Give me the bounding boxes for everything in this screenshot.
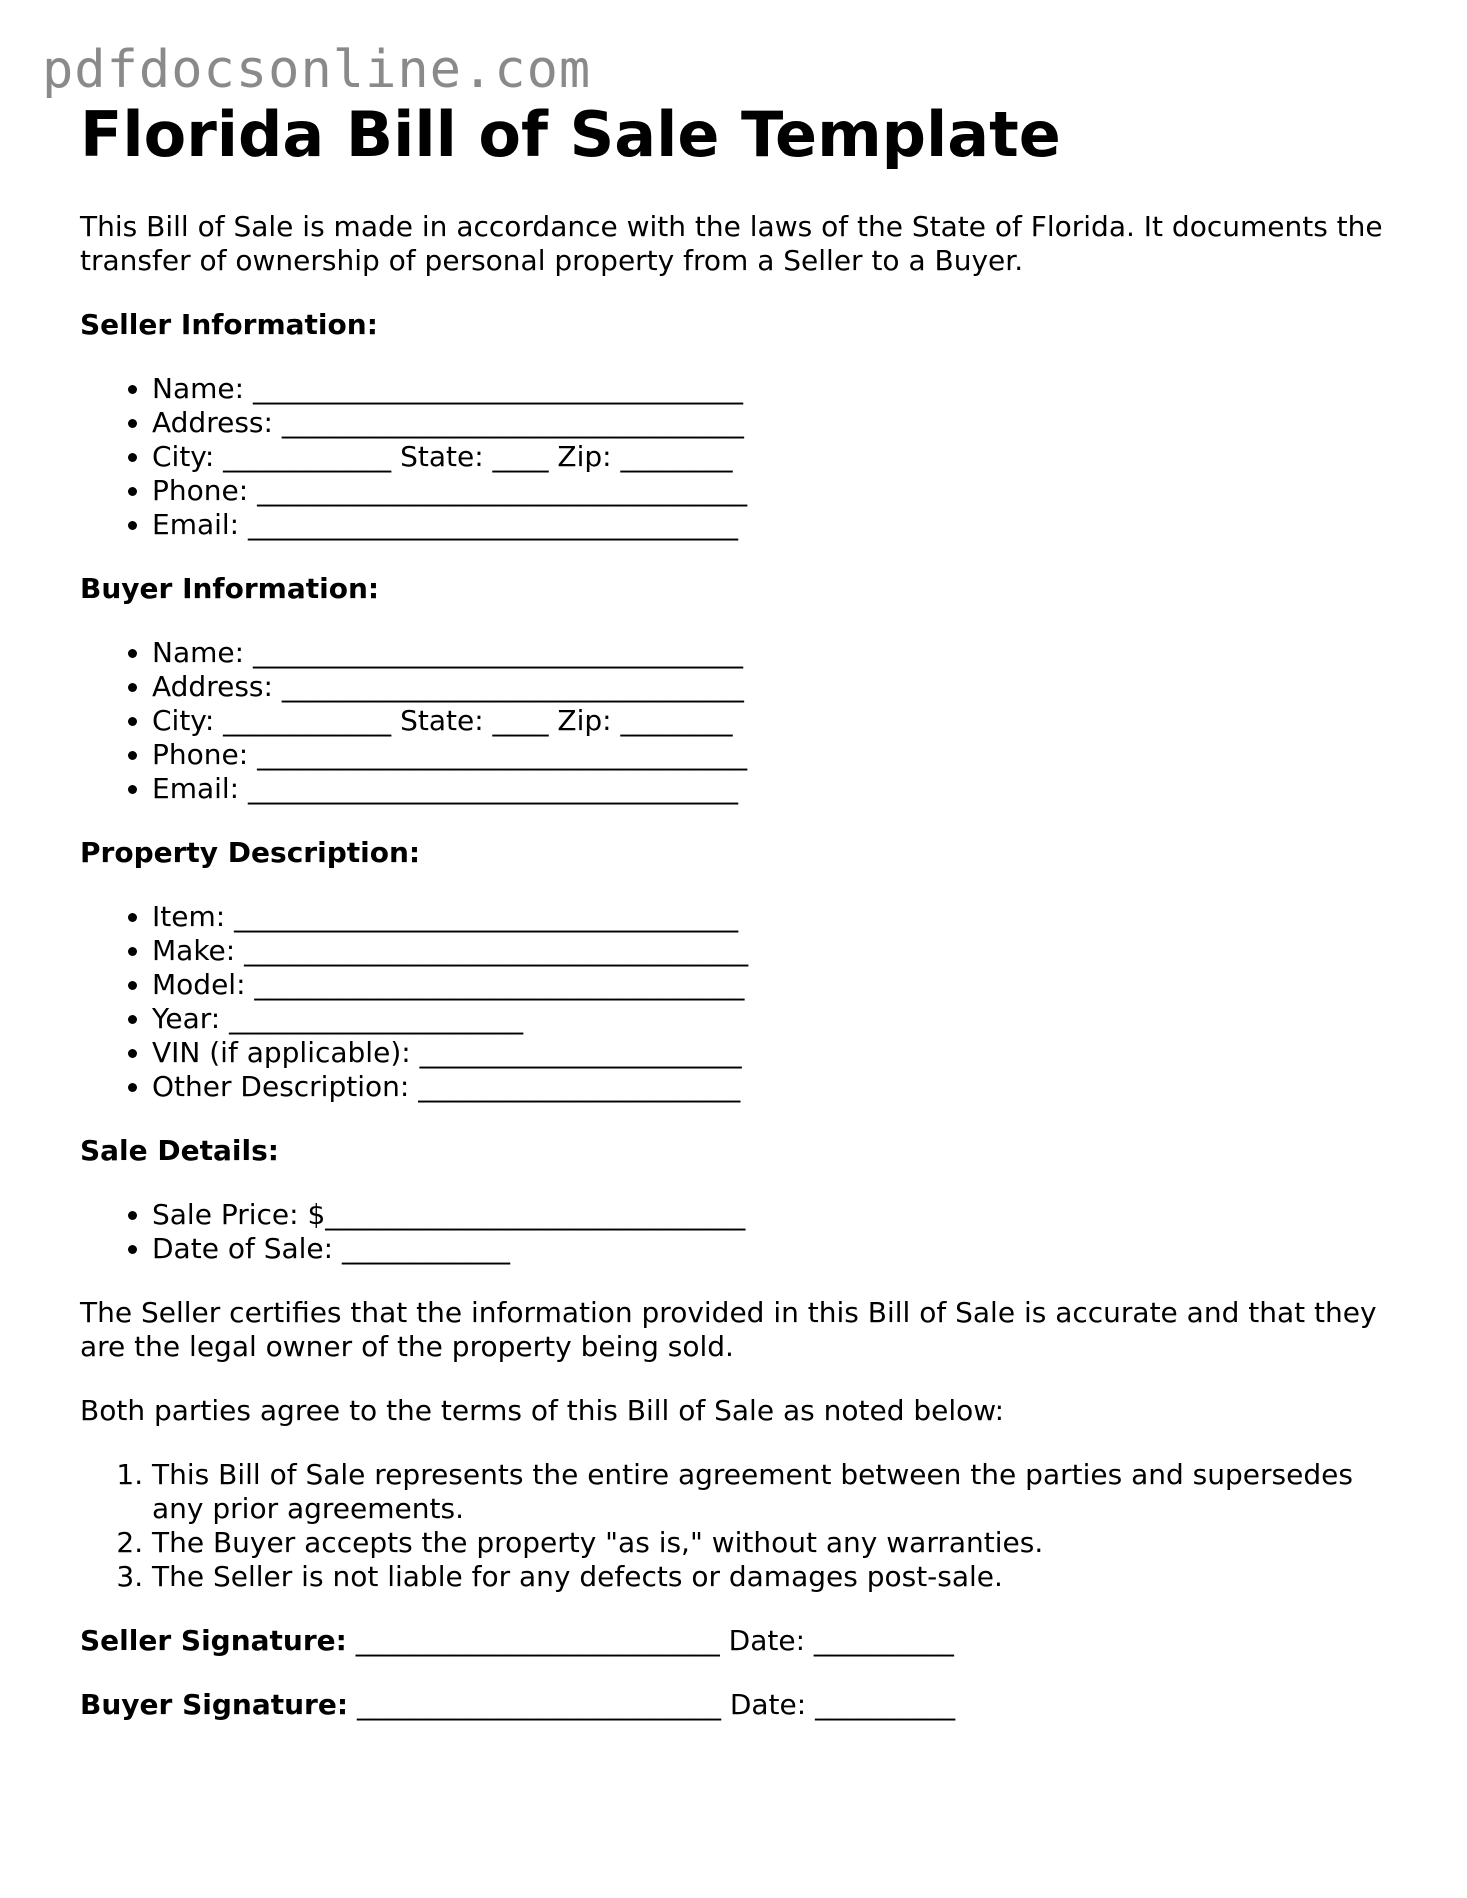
seller-list bbox=[80, 372, 1410, 542]
seller-address-field[interactable]: • Address: _________________________________ bbox=[152, 406, 1410, 440]
intro-paragraph: This Bill of Sale is made in accordance with the laws of the State of Florida. It documents the transfer of ownership of personal property from a Seller to a Buyer. bbox=[80, 210, 1383, 277]
property-other-field[interactable]: • Other Description: _______________________ bbox=[152, 1070, 1410, 1104]
seller-signature-row bbox=[80, 1624, 1410, 1658]
terms-list bbox=[80, 1458, 1410, 1594]
buyer-heading: Buyer Information: bbox=[80, 572, 380, 605]
term-item-1: 1. This Bill of Sale represents the entire agreement between the parties and supersedes any prior agreements. bbox=[152, 1458, 1410, 1526]
buyer-signature-row bbox=[80, 1688, 1410, 1722]
sale-date-field[interactable]: • Date of Sale: ____________ bbox=[152, 1232, 1410, 1266]
seller-heading: Seller Information: bbox=[80, 308, 378, 341]
property-vin-field[interactable]: • VIN (if applicable): _______________________ bbox=[152, 1036, 1410, 1070]
buyer-address-field[interactable]: • Address: _________________________________ bbox=[152, 670, 1410, 704]
agree-paragraph: Both parties agree to the terms of this Bill of Sale as noted below: bbox=[80, 1394, 1005, 1427]
sale-list bbox=[80, 1198, 1410, 1266]
buyer-email-field[interactable]: • Email: ___________________________________ bbox=[152, 772, 1410, 806]
buyer-phone-field[interactable]: • Phone: ___________________________________ bbox=[152, 738, 1410, 772]
property-make-field[interactable]: • Make: ____________________________________ bbox=[152, 934, 1410, 968]
term-item-2: 2. The Buyer accepts the property "as is," without any warranties. bbox=[152, 1526, 1410, 1560]
seller-email-field[interactable]: • Email: ___________________________________ bbox=[152, 508, 1410, 542]
property-list bbox=[80, 900, 1410, 1104]
document-body bbox=[80, 210, 1410, 1752]
sale-heading: Sale Details: bbox=[80, 1134, 279, 1167]
buyer-name-field[interactable]: • Name: ___________________________________ bbox=[152, 636, 1410, 670]
seller-signature-label: Seller Signature: bbox=[80, 1624, 347, 1657]
seller-phone-field[interactable]: • Phone: ___________________________________ bbox=[152, 474, 1410, 508]
certify-paragraph: The Seller certifies that the information provided in this Bill of Sale is accurate and that they are the legal owner of the property being sold. bbox=[80, 1296, 1377, 1363]
property-item-field[interactable]: • Item: ____________________________________ bbox=[152, 900, 1410, 934]
seller-name-field[interactable]: • Name: ___________________________________ bbox=[152, 372, 1410, 406]
page-title: Florida Bill of Sale Template bbox=[80, 98, 1061, 171]
property-heading: Property Description: bbox=[80, 836, 421, 869]
sale-price-field[interactable]: • Sale Price: $______________________________ bbox=[152, 1198, 1410, 1232]
property-model-field[interactable]: • Model: ___________________________________ bbox=[152, 968, 1410, 1002]
term-item-3: 3. The Seller is not liable for any defects or damages post-sale. bbox=[152, 1560, 1410, 1594]
seller-city-state-zip-field[interactable]: • City: ____________ State: ____ Zip: ________ bbox=[152, 440, 1410, 474]
buyer-signature-label: Buyer Signature: bbox=[80, 1688, 349, 1721]
watermark: pdfdocsonline.com bbox=[42, 40, 592, 100]
property-year-field[interactable]: • Year: _____________________ bbox=[152, 1002, 1410, 1036]
buyer-list bbox=[80, 636, 1410, 806]
seller-signature-field[interactable]: __________________________ Date: __________ bbox=[355, 1624, 954, 1657]
buyer-signature-field[interactable]: __________________________ Date: __________ bbox=[356, 1688, 956, 1721]
buyer-city-state-zip-field[interactable]: • City: ____________ State: ____ Zip: ________ bbox=[152, 704, 1410, 738]
